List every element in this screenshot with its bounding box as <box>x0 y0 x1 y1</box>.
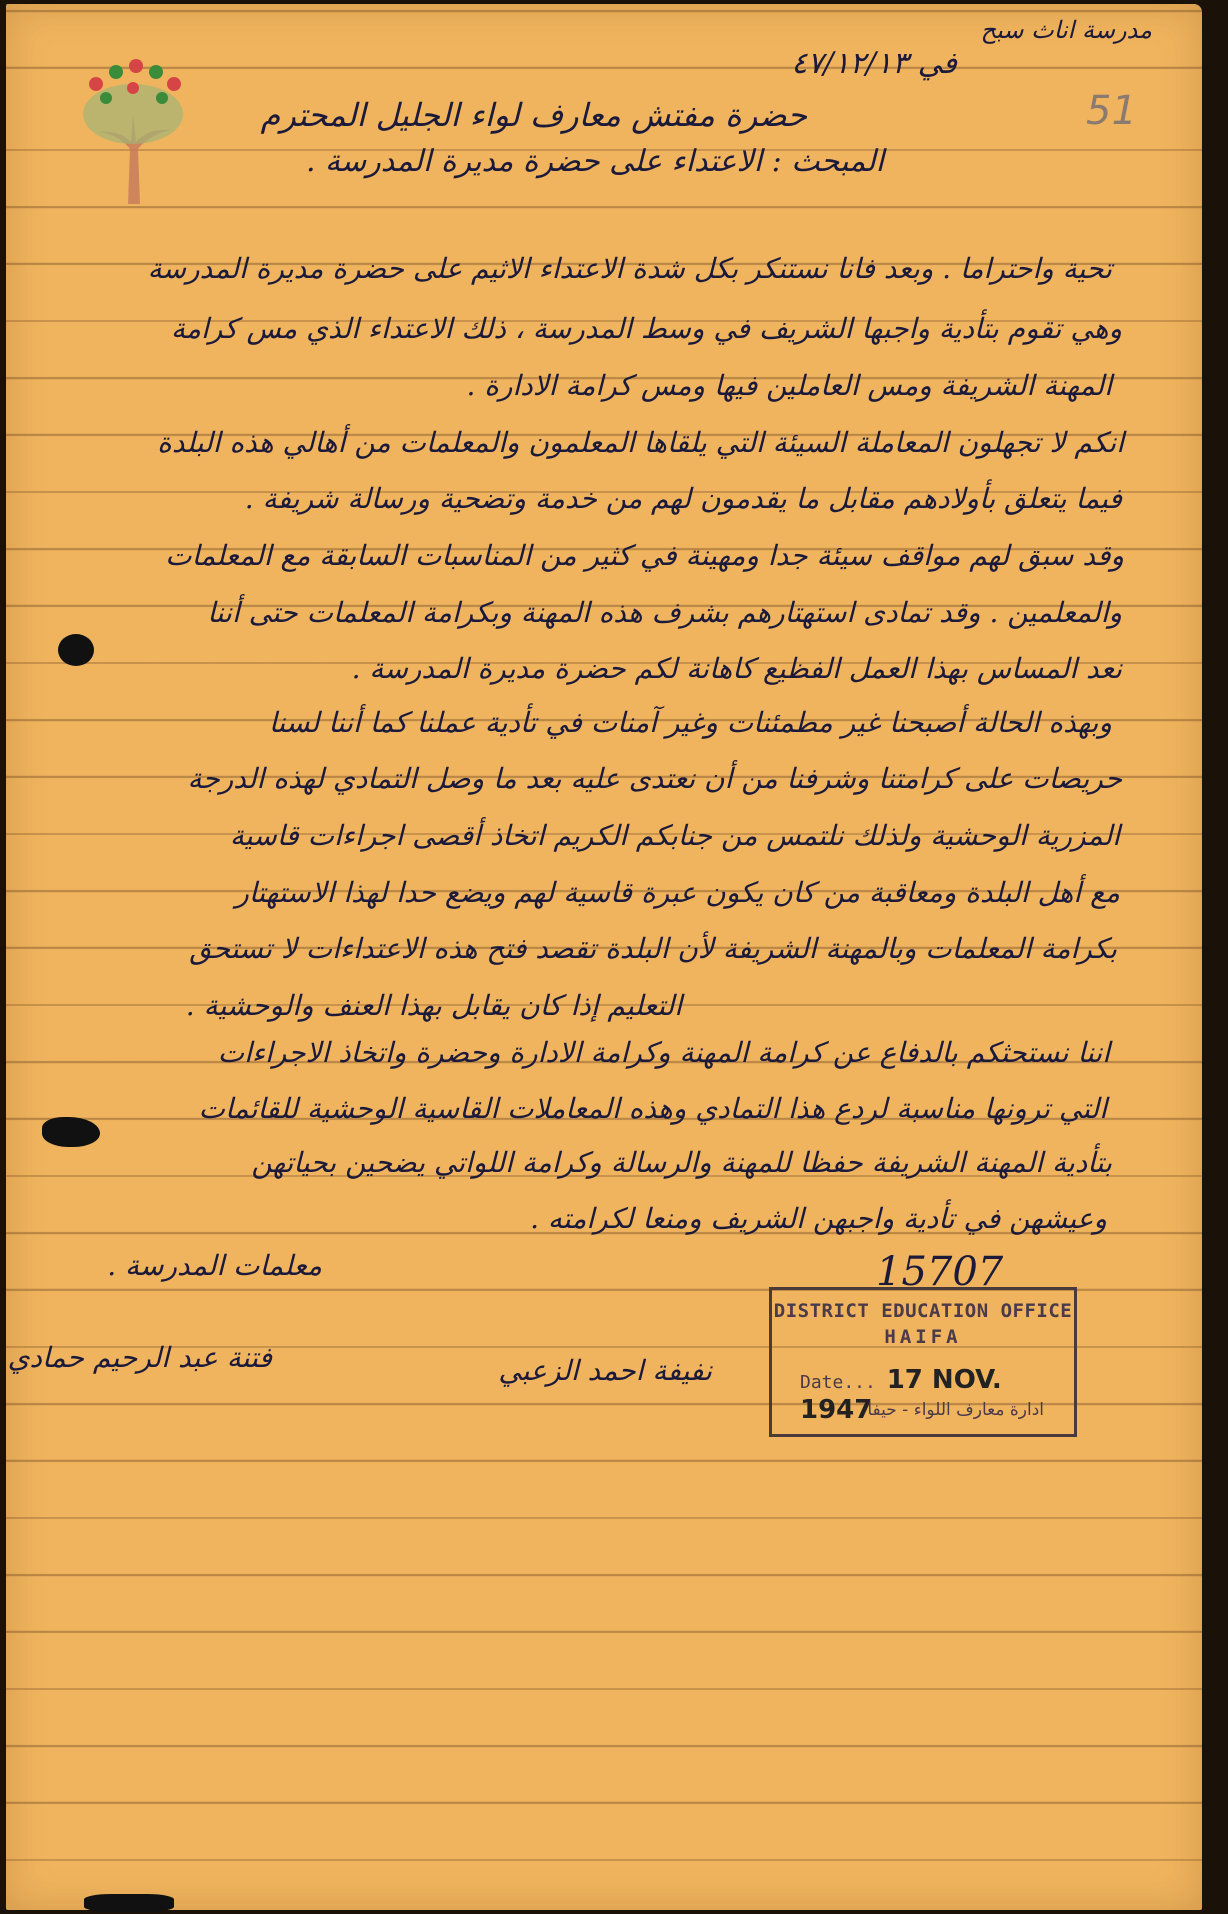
letter-line: حريصات على كرامتنا وشرفنا من أن نعتدى عليه بعد ما وصل التمادي لهذه الدرجة <box>187 762 1122 795</box>
stamp-city: HAIFA <box>884 1326 962 1348</box>
ink-blot <box>58 634 94 666</box>
signature-left: فتنة عبد الرحيم حمادي <box>7 1341 272 1374</box>
tree-logo-icon <box>78 54 188 204</box>
page-number: 51 <box>1086 88 1137 134</box>
letter-subject: المبحث : الاعتداء على حضرة مديرة المدرسة . <box>305 144 884 179</box>
letter-line: مع أهل البلدة ومعاقبة من كان يكون عبرة قاسية لهم ويضع حدا لهذا الاستهتار <box>235 876 1120 909</box>
ink-blot <box>42 1117 100 1147</box>
ink-blot <box>84 1894 174 1912</box>
letter-line: وقد سبق لهم مواقف سيئة جدا ومهينة في كثير من المناسبات السابقة مع المعلمات <box>165 539 1124 572</box>
letter-line: نعد المساس بهذا العمل الفظيع كاهانة لكم حضرة مديرة المدرسة . <box>351 652 1122 685</box>
letter-line: اننا نستحثكم بالدفاع عن كرامة المهنة وكرامة الادارة وحضرة واتخاذ الاجراءات <box>217 1036 1110 1069</box>
stamp-arabic: ادارة معارف اللواء - حيفا <box>867 1400 1044 1420</box>
letter-line: وعيشهن في تأدية واجبهن الشريف ومنعا لكرامته . <box>530 1202 1107 1235</box>
letter-date: في ٤٧/١٢/١٣ <box>791 46 957 81</box>
stamp-date-label: Date... <box>800 1372 876 1393</box>
district-education-office-stamp <box>769 1287 1077 1437</box>
letter-line: تحية واحتراما . وبعد فانا نستنكر بكل شدة الاعتداء الاثيم على حضرة مديرة المدرسة <box>147 252 1112 285</box>
stamp-date-value: 17 NOV. 1947 <box>800 1365 1002 1425</box>
letter-line: وبهذه الحالة أصبحنا غير مطمئنات وغير آمنات في تأدية عملنا كما أننا لسنا <box>268 706 1112 739</box>
letter-line: التي ترونها مناسبة لردع هذا التمادي وهذه المعاملات القاسية الوحشية للقائمات <box>198 1092 1107 1125</box>
letter-closing: معلمات المدرسة . <box>107 1249 322 1282</box>
signature-center: نفيفة احمد الزعبي <box>498 1354 712 1387</box>
stamp-office: DISTRICT EDUCATION OFFICE <box>773 1300 1073 1322</box>
letter-line: فيما يتعلق بأولادهم مقابل ما يقدمون لهم من خدمة وتضحية ورسالة شريفة . <box>244 482 1122 515</box>
letter-line: بكرامة المعلمات وبالمهنة الشريفة لأن البلدة تقصد فتح هذه الاعتداءات لا تستحق <box>189 932 1117 965</box>
letter-line: وهي تقوم بتأدية واجبها الشريف في وسط المدرسة ، ذلك الاعتداء الذي مس كرامة <box>171 312 1122 345</box>
letter-line: التعليم إذا كان يقابل بهذا العنف والوحشية . <box>185 989 682 1022</box>
letter-line: المهنة الشريفة ومس العاملين فيها ومس كرامة الادارة . <box>466 369 1112 402</box>
letter-line: والمعلمين . وقد تمادى استهتارهم بشرف هذه المهنة وبكرامة المعلمات حتى أننا <box>207 596 1122 629</box>
letter-line: انكم لا تجهلون المعاملة السيئة التي يلقاها المعلمون والمعلمات من أهالي هذه البلدة <box>157 426 1124 459</box>
letter-line: المزرية الوحشية ولذلك نلتمس من جنابكم الكريم اتخاذ أقصى اجراءات قاسية <box>229 819 1120 852</box>
letter-recipient: حضرة مفتش معارف لواء الجليل المحترم <box>260 96 807 134</box>
school-name: مدرسة اناث سبح <box>980 16 1152 44</box>
document-page <box>6 4 1202 1910</box>
letter-line: بتأدية المهنة الشريفة حفظا للمهنة والرسالة وكرامة اللواتي يضحين بحياتهن <box>251 1146 1112 1179</box>
registration-number: 15707 <box>876 1249 1004 1295</box>
